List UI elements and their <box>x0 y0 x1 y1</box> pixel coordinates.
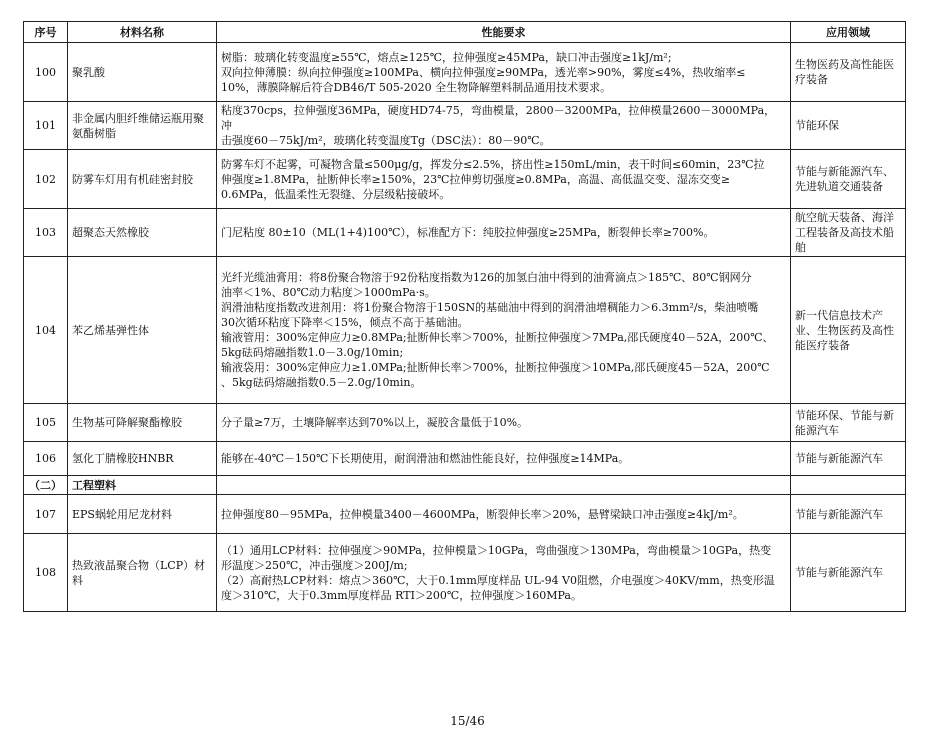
row-requirements <box>217 102 791 150</box>
header-no: 序号 <box>24 22 68 43</box>
table-row <box>24 150 906 209</box>
section-title: 工程塑料 <box>68 476 217 495</box>
requirement-line: 油率＜1%、80℃动力粘度＞1000mPa·s。 <box>221 286 436 299</box>
requirement-line: 能够在-40℃－150℃下长期使用，耐润滑油和燃油性能良好，拉伸强度≥14MPa。 <box>221 452 630 465</box>
row-no: 101 <box>24 102 68 150</box>
row-material-name: 超聚态天然橡胶 <box>68 209 217 257</box>
row-no: 104 <box>24 257 68 404</box>
material-spec-table <box>23 21 906 612</box>
row-no: 107 <box>24 495 68 534</box>
requirement-line: 形温度＞250℃，冲击强度＞200J/m; <box>221 558 408 572</box>
row-application-area: 生物医药及高性能医疗装备 <box>791 43 906 102</box>
row-requirements <box>217 495 791 534</box>
row-material-name: 非金属内胆纤维储运瓶用聚氨酯树脂 <box>68 102 217 150</box>
section-empty-cell <box>791 476 906 495</box>
row-requirements <box>217 534 791 612</box>
row-requirements <box>217 150 791 209</box>
requirement-line: 输液袋用：300%定伸应力≥1.0MPa;扯断伸长率＞700%，扯断拉伸强度＞10MPa,邵氏硬度45－52A，200℃ <box>221 361 770 374</box>
row-material-name: 苯乙烯基弹性体 <box>68 257 217 404</box>
requirement-line: 门尼粘度 80±10（ML(1+4)100℃），标准配方下：纯胶拉伸强度≥25MPa，断裂伸长率≥700%。 <box>221 226 715 239</box>
requirement-line: 双向拉伸薄膜：纵向拉伸强度≥100MPa、横向拉伸强度≥90MPa，透光率>90%，雾度≤4%，热收缩率≤ <box>221 65 746 79</box>
row-material-name: 防雾车灯用有机硅密封胶 <box>68 150 217 209</box>
requirement-line: 30次循环粘度下降率＜15%，倾点不高于基础油。 <box>221 316 469 329</box>
row-requirements <box>217 43 791 102</box>
table-row <box>24 442 906 476</box>
row-no: 108 <box>24 534 68 612</box>
table-row <box>24 534 906 612</box>
requirement-line: （1）通用LCP材料：拉伸强度＞90MPa，拉伸模量＞10GPa，弯曲强度＞130MPa，弯曲模量＞10GPa，热变 <box>221 543 772 557</box>
requirement-line: 防雾车灯不起雾，可凝物含量≤500μg/g，挥发分≤2.5%，挤出性≥150mL/min，表干时间≤60min，23℃拉 <box>221 157 765 171</box>
requirement-line: 分子量≥7万，土壤降解率达到70%以上，凝胶含量低于10%。 <box>221 416 529 429</box>
requirement-line: 伸强度≥1.8MPa，扯断伸长率≥150%，23℃拉伸剪切强度≥0.8MPa，高温、高低温交变、湿冻交变≥ <box>221 172 731 186</box>
row-requirements <box>217 404 791 442</box>
row-material-name: EPS蜗轮用尼龙材料 <box>68 495 217 534</box>
row-no: 105 <box>24 404 68 442</box>
row-application-area: 航空航天装备、海洋工程装备及高技术船舶 <box>791 209 906 257</box>
page-number: 15/46 <box>450 714 485 728</box>
row-application-area: 节能与新能源汽车 <box>791 442 906 476</box>
requirement-line: 润滑油粘度指数改进剂用：将1份聚合物溶于150SN的基础油中得到的润滑油增稠能力＞6.3mm²/s，柴油喷嘴 <box>221 301 759 314</box>
table-row <box>24 43 906 102</box>
row-no: 100 <box>24 43 68 102</box>
row-application-area: 节能与新能源汽车 <box>791 534 906 612</box>
row-material-name: 氢化丁腈橡胶HNBR <box>68 442 217 476</box>
row-no: 103 <box>24 209 68 257</box>
section-empty-cell <box>217 476 791 495</box>
requirement-line: 输液管用：300%定伸应力≥0.8MPa;扯断伸长率＞700%，扯断拉伸强度＞7MPa,邵氏硬度40－52A，200℃、 <box>221 331 774 344</box>
row-application-area: 节能环保 <box>791 102 906 150</box>
row-requirements <box>217 257 791 404</box>
table-row <box>24 209 906 257</box>
requirement-line: 0.6MPa，低温柔性无裂缝、分层级粘接破坏。 <box>221 187 451 201</box>
requirement-line: 击强度60－75kJ/m²，玻璃化转变温度Tg（DSC法）：80－90℃。 <box>221 134 551 147</box>
requirement-line: 粘度370cps，拉伸强度36MPa，硬度HD74-75，弯曲模量，2800－3200MPa，拉伸模量2600－3000MPa，冲 <box>221 104 776 132</box>
table-row <box>24 495 906 534</box>
requirement-line: 、5kg砝码熔融指数0.5－2.0g/10min。 <box>221 376 422 389</box>
section-row <box>24 476 906 495</box>
row-application-area: 新一代信息技术产业、生物医药及高性能医疗装备 <box>791 257 906 404</box>
row-requirements <box>217 442 791 476</box>
table-row <box>24 404 906 442</box>
requirement-line: （2）高耐热LCP材料：熔点＞360℃，大于0.1mm厚度样品 UL-94 V0阻燃，介电强度＞40KV/mm，热变形温 <box>221 573 775 587</box>
row-application-area: 节能与新能源汽车、先进轨道交通装备 <box>791 150 906 209</box>
table-row <box>24 257 906 404</box>
requirement-line: 度＞310℃，大于0.3mm厚度样品 RTI＞200℃，拉伸强度＞160MPa。 <box>221 588 582 602</box>
row-application-area: 节能与新能源汽车 <box>791 495 906 534</box>
row-no: 106 <box>24 442 68 476</box>
requirement-line: 树脂：玻璃化转变温度≥55℃，熔点≥125℃，拉伸强度≥45MPa，缺口冲击强度≥1kJ/m²; <box>221 50 672 64</box>
row-material-name: 聚乳酸 <box>68 43 217 102</box>
requirement-line: 5kg砝码熔融指数1.0－3.0g/10min; <box>221 346 404 359</box>
table-row <box>24 102 906 150</box>
header-material-name: 材料名称 <box>68 22 217 43</box>
row-no: 102 <box>24 150 68 209</box>
section-number: （二） <box>24 476 68 495</box>
requirement-line: 拉伸强度80－95MPa，拉伸模量3400－4600MPa，断裂伸长率＞20%，悬臂梁缺口冲击强度≥4kJ/m²。 <box>221 507 744 521</box>
header-performance-requirements: 性能要求 <box>217 22 791 43</box>
requirement-line: 光纤光缆油膏用：将8份聚合物溶于92份粘度指数为126的加氢白油中得到的油膏滴点＞185℃、80℃钢网分 <box>221 271 752 284</box>
table-header-row <box>24 22 906 43</box>
header-application-area: 应用领域 <box>791 22 906 43</box>
row-requirements <box>217 209 791 257</box>
requirement-line: 10%，薄膜降解后符合DB46/T 505-2020 全生物降解塑料制品通用技术要求。 <box>221 80 612 94</box>
row-material-name: 热致液晶聚合物（LCP）材料 <box>68 534 217 612</box>
row-material-name: 生物基可降解聚酯橡胶 <box>68 404 217 442</box>
row-application-area: 节能环保、节能与新能源汽车 <box>791 404 906 442</box>
